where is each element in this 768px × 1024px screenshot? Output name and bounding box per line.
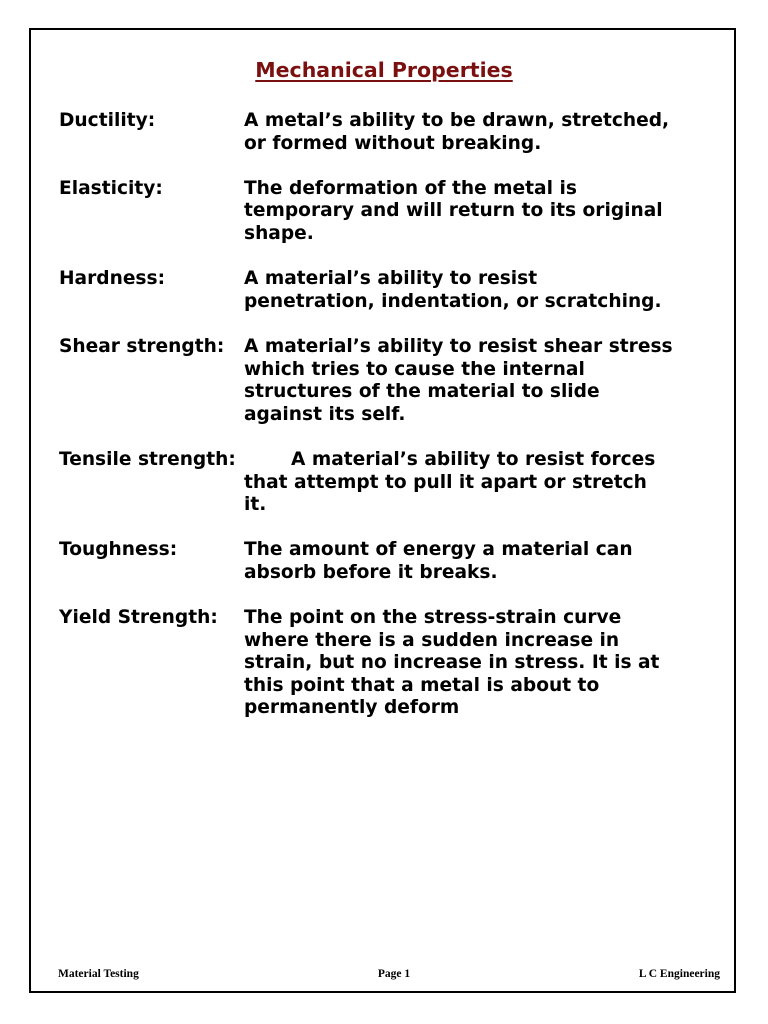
footer-right-text: L C Engineering <box>638 968 720 980</box>
footer-page-number: Page 1 <box>377 968 411 980</box>
definition-hardness <box>59 268 727 313</box>
definition-ductility <box>59 110 727 155</box>
definition-shear-strength <box>59 336 727 426</box>
definition-toughness <box>59 539 727 584</box>
definition-tensile-strength <box>59 449 727 517</box>
definitions-list <box>59 110 727 743</box>
definition-term: Tensile strength: <box>59 448 236 470</box>
definition-yield-strength <box>59 607 727 720</box>
definition-term: Toughness: <box>59 539 178 561</box>
definition-description: A metal’s ability to be drawn, stretched, or formed without breaking. <box>244 110 670 154</box>
definition-description: The deformation of the metal is temporary and will return to its original shape. <box>244 177 663 244</box>
definition-term: Yield Strength: <box>59 607 218 629</box>
footer-left-text: Material Testing <box>58 968 139 980</box>
definition-description: The point on the stress-strain curve where there is a sudden increase in strain, but no increase in stress. It is at this point that a metal is about to permanently deform <box>244 607 660 719</box>
definition-description: A material’s ability to resist forces that attempt to pull it apart or stretch it. <box>244 448 656 516</box>
definition-term: Elasticity: <box>59 177 163 199</box>
definition-term: Shear strength: <box>59 335 225 357</box>
definition-term: Hardness: <box>59 268 166 290</box>
definition-description: A material’s ability to resist penetration, indentation, or scratching. <box>244 268 662 312</box>
definition-term: Ductility: <box>59 110 156 131</box>
definition-description: The amount of energy a material can absorb before it breaks. <box>244 539 633 583</box>
page-title: Mechanical Properties <box>255 58 513 82</box>
definition-description: A material’s ability to resist shear stress which tries to cause the internal structures of the material to slide against its self. <box>244 335 673 425</box>
definition-elasticity <box>59 178 727 246</box>
